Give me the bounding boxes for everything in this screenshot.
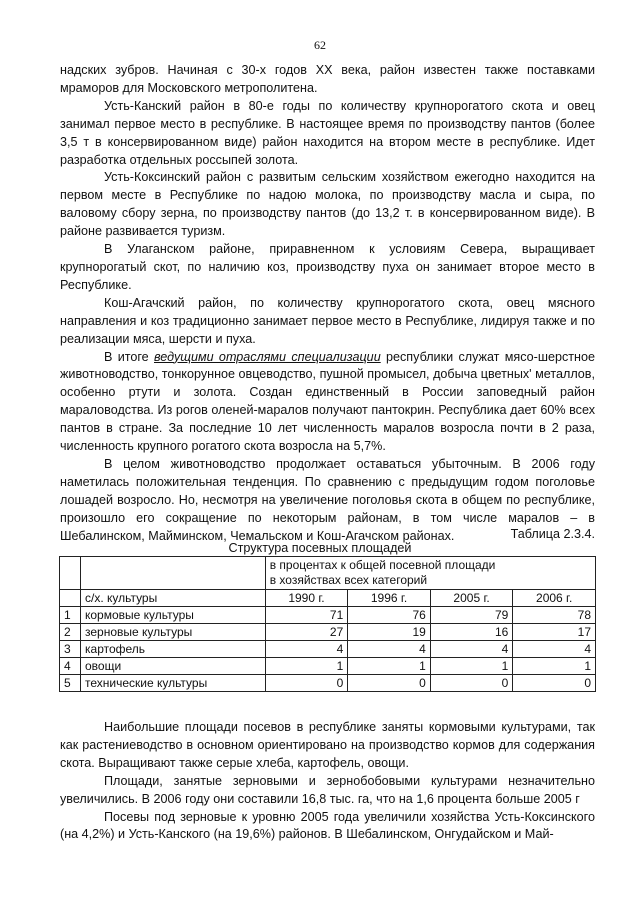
row-value: 0 <box>513 675 596 692</box>
row-value: 76 <box>348 607 431 624</box>
table-header-note-line1: в процентах к общей посевной площади <box>269 558 496 572</box>
row-value: 1 <box>348 658 431 675</box>
row-number: 3 <box>60 641 81 658</box>
row-value: 16 <box>430 624 513 641</box>
row-value: 17 <box>513 624 596 641</box>
column-header-culture: с/х. культуры <box>81 590 266 607</box>
row-culture-name: технические культуры <box>81 675 266 692</box>
text-run: надских зубров. Начиная с 30-х годов XX века, район известен также поставками мраморов для Московского метрополитена. <box>60 63 595 95</box>
table-header-note <box>265 557 595 590</box>
paragraph <box>60 62 595 98</box>
body-text-top <box>60 62 595 545</box>
row-value: 71 <box>265 607 348 624</box>
crop-area-table <box>59 556 596 692</box>
table-years-number-cell <box>60 590 81 607</box>
page-number: 62 <box>314 38 326 52</box>
table-row <box>60 607 596 624</box>
table-row <box>60 658 596 675</box>
row-value: 4 <box>348 641 431 658</box>
emphasized-text: ведущими отраслями специализации <box>154 349 381 364</box>
text-run: В Улаганском районе, приравненном к условиям Севера, выращивает крупнорогатый скот, по наличию коз, производству пуха он занимает второе место в Республике. <box>60 242 595 292</box>
paragraph <box>60 719 595 773</box>
row-number: 1 <box>60 607 81 624</box>
row-value: 0 <box>265 675 348 692</box>
paragraph <box>60 809 595 845</box>
table-number: Таблица 2.3.4. <box>510 527 595 541</box>
column-header-year: 2006 г. <box>513 590 596 607</box>
column-header-year: 1996 г. <box>348 590 431 607</box>
row-value: 4 <box>430 641 513 658</box>
body-text-bottom <box>60 719 595 844</box>
text-run: Усть-Коксинский район с развитым сельским хозяйством ежегодно находится на первом месте в Республике по надою молока, по производству масла и сыра, по валовому сбору зерна, по производству пантов (до 13,2 т. в консервированном виде). В районе развивается туризм. <box>60 170 595 239</box>
row-culture-name: зерновые культуры <box>81 624 266 641</box>
text-run: Наибольшие площади посевов в республике заняты кормовыми культурами, так как растениеводство в основном ориентировано на производство кормов для содержания скота. Выращивают также серые хлеба, картофель, овощи. <box>60 720 595 770</box>
text-run: Усть-Канский район в 80-е годы по количеству крупнорогатого скота и овец занимал первое место в республике. В настоящее время по производству пантов (более 3,5 т в консервированном виде) район находится на втором месте в республике. Идет разработка отдельных россыпей золота. <box>60 98 595 167</box>
row-culture-name: картофель <box>81 641 266 658</box>
row-value: 79 <box>430 607 513 624</box>
row-value: 1 <box>265 658 348 675</box>
paragraph <box>60 295 595 349</box>
row-value: 27 <box>265 624 348 641</box>
row-value: 1 <box>513 658 596 675</box>
table-caption: Структура посевных площадей <box>228 541 412 555</box>
text-run: Площади, занятые зерновыми и зернобобовыми культурами незначительно увеличились. В 2006 году они составили 16,8 тыс. га, что на 1,6 процента больше 2005 г <box>60 773 595 806</box>
paragraph <box>60 773 595 809</box>
table-row <box>60 624 596 641</box>
row-value: 4 <box>513 641 596 658</box>
table-row <box>60 675 596 692</box>
row-value: 19 <box>348 624 431 641</box>
paragraph <box>60 98 595 170</box>
row-value: 4 <box>265 641 348 658</box>
column-header-year: 2005 г. <box>430 590 513 607</box>
text-run: Посевы под зерновые к уровню 2005 года увеличили хозяйства Усть-Коксинского (на 4,2%) и Усть-Канского (на 19,6%) районов. В Шебалинском, Онгудайском и Май- <box>60 809 595 842</box>
row-number: 5 <box>60 675 81 692</box>
table-header-note-line2: в хозяйствах всех категорий <box>269 573 428 587</box>
text-run: В целом животноводство продолжает оставаться убыточным. В 2006 году наметилась положительная тенденция. По сравнению с предыдущим годом поголовье лошадей возросло. Но, несмотря на увеличение поголовья скота в общем по республике, произошло его сокращение по некоторым районам, в том числе маралов – в Шебалинском, Майминском, Чемальском и Кош-Агачском районах. <box>60 456 595 543</box>
table-years-row <box>60 590 596 607</box>
row-number: 2 <box>60 624 81 641</box>
text-run: Кош-Агачский район, по количеству крупнорогатого скота, овец мясного направления и коз традиционно занимает первое место в Республике, лидируя также и по реализации мяса, шерсти и пуха. <box>60 295 595 346</box>
row-value: 1 <box>430 658 513 675</box>
text-run: республики служат мясо-шерстное животноводство, тонкорунное овцеводство, пушной промысел, добыча цветных' металлов, особенно ртути и золота. Создан единственный в России заповедный район мараловодства. Из рогов оленей-маралов получают пантокрин. Республика дает 60% всех пантов в стране. За последние 10 лет численность маралов возросла почти в 2 раза, численность крупного рогатого скота возросла на 5,7%. <box>60 349 595 454</box>
paragraph <box>60 169 595 241</box>
table-header-number-cell <box>60 557 81 590</box>
table-header-row <box>60 557 596 590</box>
row-value: 78 <box>513 607 596 624</box>
paragraph <box>60 349 595 456</box>
row-value: 0 <box>348 675 431 692</box>
table-row <box>60 641 596 658</box>
row-culture-name: кормовые культуры <box>81 607 266 624</box>
row-number: 4 <box>60 658 81 675</box>
row-value: 0 <box>430 675 513 692</box>
paragraph <box>60 241 595 295</box>
column-header-year: 1990 г. <box>265 590 348 607</box>
table-header-empty-cell <box>81 557 266 590</box>
row-culture-name: овощи <box>81 658 266 675</box>
text-run: В итоге <box>104 349 154 364</box>
